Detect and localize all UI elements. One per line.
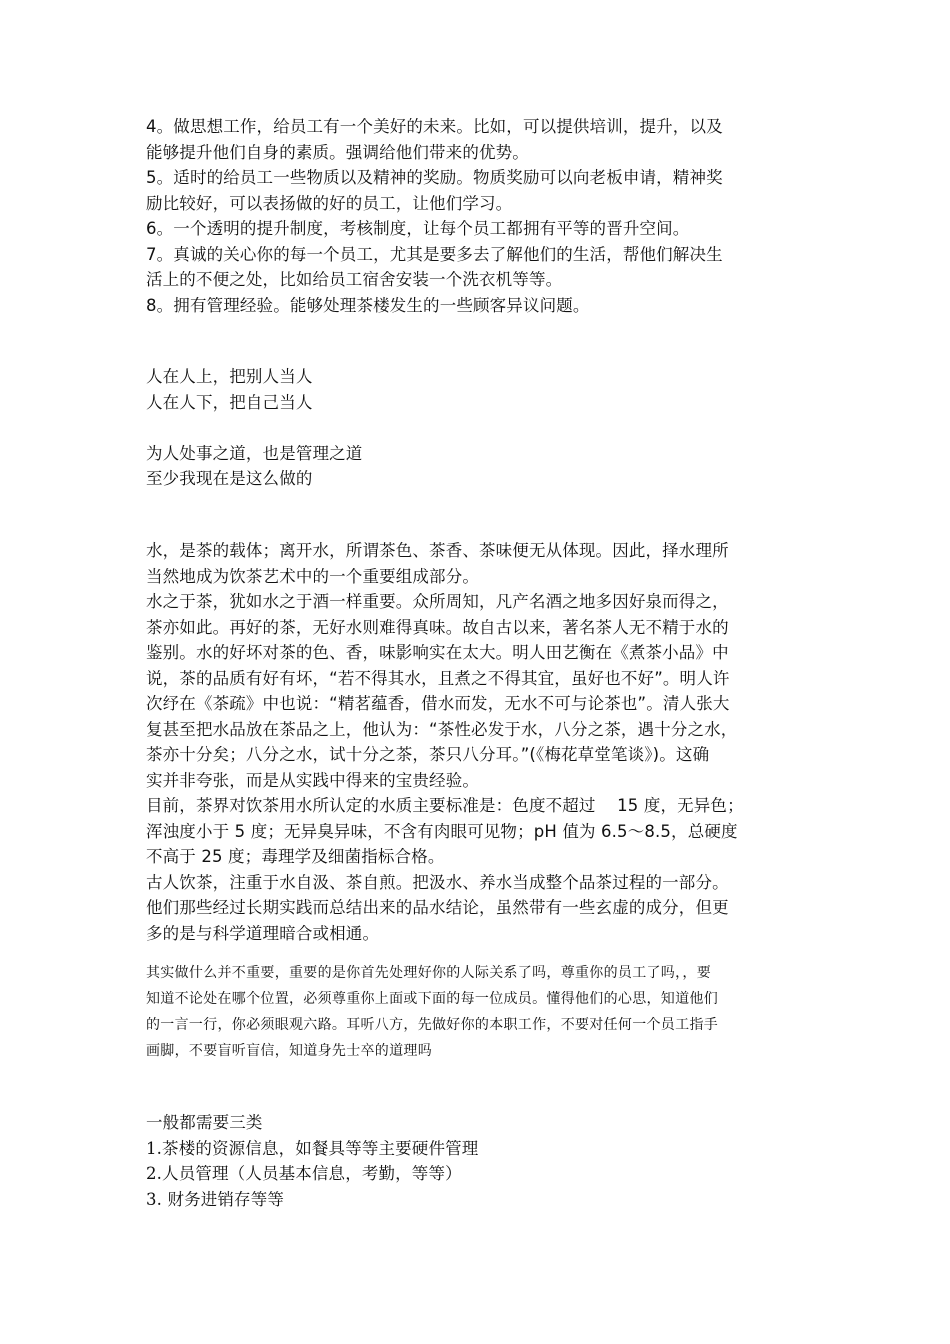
note-line: 的一言一行，你必须眼观六路。耳听八方，先做好你的本职工作，不要对任何一个员工指手: [146, 1017, 718, 1033]
note-line: 其实做什么并不重要，重要的是你首先处理好你的人际关系了吗，尊重你的员工了吗，，要: [146, 965, 711, 981]
list-item: 8。拥有管理经验。能够处理茶楼发生的一些顾客异议问题。: [146, 295, 590, 315]
category-item: 2.人员管理（人员基本信息，考勤，等等）: [146, 1164, 462, 1183]
management-tips-list: [146, 114, 812, 318]
list-item: 4。做思想工作，给员工有一个美好的未来。比如，可以提供培训，提升，以及: [146, 117, 723, 136]
essay-line: 浑浊度小于 5 度；无异臭异味，不含有肉眼可见物；pH 值为 6.5～8.5，总硬度: [146, 821, 738, 841]
essay-line: 目前，茶界对饮茶用水所认定的水质主要标准是：色度不超过 15 度，无异色；: [146, 796, 744, 815]
note-line: 画脚，不要盲听盲信，知道身先士卒的道理吗: [146, 1043, 432, 1059]
management-note: [146, 960, 812, 1064]
motto-block: [146, 364, 812, 492]
essay-line: 古人饮茶，注重于水自汲、茶自煎。把汲水、养水当成整个品茶过程的一部分。: [146, 872, 729, 892]
essay-line: 次纾在《茶疏》中也说：“精茗蕴香，借水而发，无水不可与论茶也”。清人张大: [146, 694, 730, 713]
essay-line: 复甚至把水品放在茶品之上，他认为：“茶性必发于水，八分之茶，遇十分之水，: [146, 719, 738, 739]
list-item: 能够提升他们自身的素质。强调给他们带来的优势。: [146, 142, 529, 162]
essay-line: 茶亦如此。再好的茶，无好水则难得真味。故自古以来，著名茶人无不精于水的: [146, 617, 729, 637]
list-item: 励比较好，可以表扬做的好的员工，让他们学习。: [146, 193, 513, 213]
essay-line: 水之于茶，犹如水之于酒一样重要。众所周知，凡产名酒之地多因好泉而得之，: [146, 592, 729, 611]
category-item: 1.茶楼的资源信息，如餐具等等主要硬件管理: [146, 1138, 479, 1158]
motto-line: 至少我现在是这么做的: [146, 469, 313, 488]
motto-spacer: [146, 415, 812, 441]
list-item: 7。真诚的关心你的每一个员工，尤其是要多去了解他们的生活，帮他们解决生: [146, 244, 723, 264]
essay-line: 鉴别。水的好坏对茶的色、香，味影响实在太大。明人田艺衡在《煮茶小品》中: [146, 643, 729, 662]
category-item: 3. 财务进销存等等: [146, 1189, 284, 1209]
category-heading: 一般都需要三类: [146, 1113, 263, 1132]
essay-line: 说，茶的品质有好有坏，“若不得其水，且煮之不得其宜，虽好也不好”。明人许: [146, 668, 730, 688]
motto-line: 人在人下，把自己当人: [146, 392, 313, 412]
essay-line: 多的是与科学道理暗合或相通。: [146, 923, 380, 943]
essay-line: 他们那些经过长期实践而总结出来的品水结论，虽然带有一些玄虚的成分，但更: [146, 898, 729, 917]
motto-line: 为人处事之道，也是管理之道: [146, 443, 363, 463]
system-categories: [146, 1110, 812, 1212]
essay-line: 水，是茶的载体；离开水，所谓茶色、茶香、茶味便无从体现。因此，择水理所: [146, 541, 729, 560]
essay-line: 茶亦十分矣；八分之水，试十分之茶，茶只八分耳。”(《梅花草堂笔谈》)。这确: [146, 745, 710, 764]
list-item: 6。一个透明的提升制度，考核制度，让每个员工都拥有平等的晋升空间。: [146, 219, 690, 238]
essay-line: 实并非夸张，而是从实践中得来的宝贵经验。: [146, 770, 479, 790]
note-line: 知道不论处在哪个位置，必须尊重你上面或下面的每一位成员。懂得他们的心思，知道他们: [146, 991, 718, 1007]
list-item: 活上的不便之处，比如给员工宿舍安装一个洗衣机等等。: [146, 270, 563, 289]
essay-line: 不高于 25 度；毒理学及细菌指标合格。: [146, 847, 445, 866]
water-essay: [146, 538, 812, 946]
motto-line: 人在人上，把别人当人: [146, 367, 313, 386]
list-item: 5。适时的给员工一些物质以及精神的奖励。物质奖励可以向老板申请，精神奖: [146, 168, 723, 187]
essay-line: 当然地成为饮茶艺术中的一个重要组成部分。: [146, 566, 479, 586]
